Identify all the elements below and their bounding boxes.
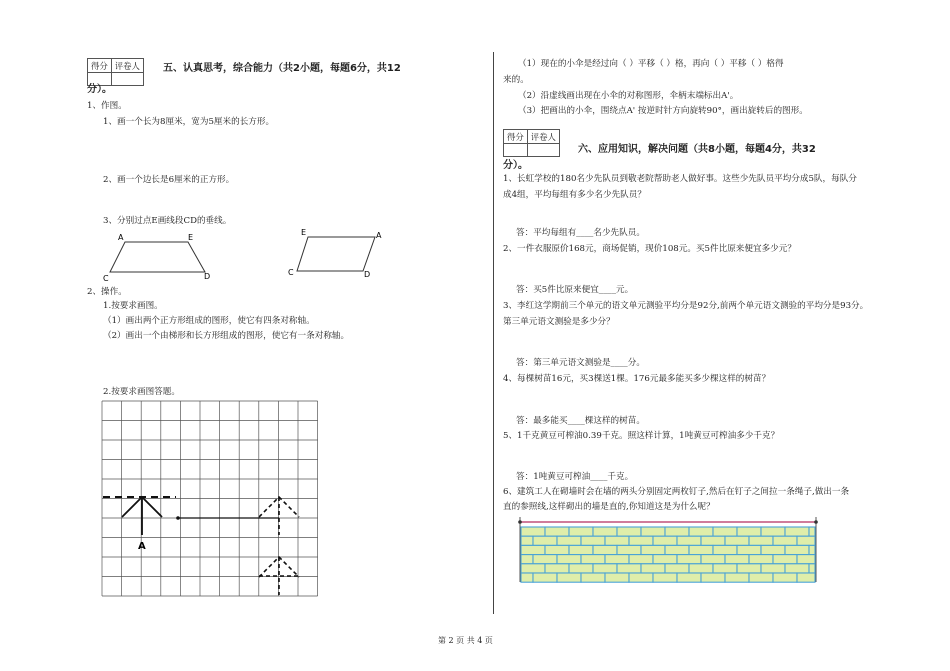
para-label-e: E xyxy=(301,228,307,237)
brick xyxy=(605,555,629,564)
parallelogram-figure xyxy=(285,225,385,280)
brick xyxy=(677,536,701,545)
brick xyxy=(713,545,737,554)
brick xyxy=(701,573,725,582)
brick-courses xyxy=(521,527,815,582)
brick xyxy=(521,573,533,582)
s6-q6-line2: 直的参照线,这样砌出的墙是直的,你知道这是为什么呢？ xyxy=(503,502,715,512)
brick xyxy=(557,555,581,564)
brick xyxy=(569,527,593,536)
brick xyxy=(545,545,569,554)
score-label: 得分 xyxy=(88,59,112,73)
s6-q1-line1: 1、长虹学校的180名少先队员到敬老院帮助老人做好事。这些少先队员平均分成5队，每队分 xyxy=(503,174,857,184)
q1-heading: 1、作图。 xyxy=(87,101,127,111)
brick xyxy=(581,536,605,545)
brick xyxy=(689,527,713,536)
section5-title-cont: 分）。 xyxy=(87,84,112,95)
brick xyxy=(725,536,749,545)
s6-a1: 答：平均每组有____名少先队员。 xyxy=(516,228,645,238)
brick xyxy=(569,564,593,573)
brick xyxy=(617,545,641,554)
para-label-a: A xyxy=(376,231,382,240)
brick xyxy=(545,564,569,573)
para-label-c: C xyxy=(288,268,294,277)
brick xyxy=(809,545,815,554)
s6-q3-line2: 第三单元语文测验是多少分？ xyxy=(503,317,615,327)
brick-wall-figure xyxy=(515,514,823,584)
trap-label-e: E xyxy=(188,233,194,242)
score-label: 得分 xyxy=(504,130,528,144)
brick xyxy=(629,555,653,564)
brick xyxy=(521,536,533,545)
para-label-d: D xyxy=(364,270,371,279)
s6-q4: 4、每棵树苗16元，买3棵送1棵。176元最多能买多少棵这样的树苗？ xyxy=(503,374,771,384)
s6-q5: 5、1千克黄豆可榨油0.39千克。照这样计算，1吨黄豆可榨油多少千克？ xyxy=(503,431,780,441)
trap-label-c: C xyxy=(103,274,109,282)
umbrella-q3: （3）把画出的小伞，围绕点A' 按逆时针方向旋转90°，画出旋转后的图形。 xyxy=(518,106,808,116)
q1-2-text: 2、画一个边长是6厘米的正方形。 xyxy=(103,175,235,185)
score-cell[interactable] xyxy=(504,144,528,157)
s6-a2: 答：买5件比原来便宜____元。 xyxy=(516,285,634,295)
q1-3-text: 3、分别过点E画线段CD的垂线。 xyxy=(103,216,232,226)
s6-q3-line1: 3、李红这学期前三个单元的语文单元测验平均分是92分,前两个单元语文测验的平均分是93分。 xyxy=(503,301,869,311)
brick xyxy=(629,573,653,582)
grader-label: 评卷人 xyxy=(527,130,559,144)
brick xyxy=(689,564,713,573)
brick xyxy=(665,527,689,536)
brick xyxy=(785,527,809,536)
brick xyxy=(533,573,557,582)
brick xyxy=(701,555,725,564)
s6-q2: 2、一件衣服原价168元，商场促销，现价108元。买5件比原来便宜多少元？ xyxy=(503,244,796,254)
brick xyxy=(809,527,815,536)
brick xyxy=(593,564,617,573)
brick xyxy=(617,564,641,573)
trapezoid-figure xyxy=(100,230,220,282)
q2-heading: 2、操作。 xyxy=(87,287,127,297)
brick xyxy=(689,545,713,554)
s6-a3: 答：第三单元语文测验是____分。 xyxy=(516,358,645,368)
brick xyxy=(773,573,797,582)
brick xyxy=(773,555,797,564)
brick xyxy=(521,564,545,573)
brick xyxy=(557,573,581,582)
brick xyxy=(677,573,701,582)
s6-q1-line2: 成4组，平均每组有多少名少先队员？ xyxy=(503,190,646,200)
trap-label-a: A xyxy=(118,233,124,242)
brick xyxy=(593,545,617,554)
section6-title: 六、应用知识，解决问题（共8小题，每题4分，共32 xyxy=(578,144,816,155)
s6-q6-line1: 6、建筑工人在砌墙时会在墙的两头分别固定两枚钉子,然后在钉子之间拉一条绳子,做出一条 xyxy=(503,487,850,497)
trap-label-d: D xyxy=(204,272,211,281)
brick xyxy=(677,555,701,564)
brick xyxy=(665,545,689,554)
brick xyxy=(749,555,773,564)
q2-1a-text: （1）画出两个正方形组成的图形，使它有四条对称轴。 xyxy=(103,316,315,326)
brick xyxy=(797,555,815,564)
grader-cell[interactable] xyxy=(111,73,143,86)
column-divider xyxy=(493,52,494,614)
brick xyxy=(785,564,809,573)
brick xyxy=(581,573,605,582)
brick xyxy=(521,545,545,554)
drawing-grid[interactable] xyxy=(101,400,320,598)
score-box-left xyxy=(87,58,144,86)
brick xyxy=(605,573,629,582)
brick xyxy=(605,536,629,545)
brick xyxy=(713,527,737,536)
brick xyxy=(653,573,677,582)
brick xyxy=(641,564,665,573)
brick xyxy=(761,527,785,536)
brick xyxy=(569,545,593,554)
page-footer: 第 2 页 共 4 页 xyxy=(438,636,493,645)
brick xyxy=(533,555,557,564)
umbrella-q1-line2: 来的。 xyxy=(503,75,529,85)
grid-lines xyxy=(102,401,318,596)
right-nail xyxy=(814,520,818,524)
brick xyxy=(713,564,737,573)
brick xyxy=(701,536,725,545)
s6-a4: 答：最多能买____棵这样的树苗。 xyxy=(516,416,645,426)
brick xyxy=(809,564,815,573)
brick xyxy=(725,555,749,564)
brick xyxy=(617,527,641,536)
brick xyxy=(665,564,689,573)
brick xyxy=(557,536,581,545)
section5-title: 五、认真思考，综合能力（共2小题，每题6分，共12 xyxy=(163,63,401,74)
brick xyxy=(641,527,665,536)
section6-title-cont: 分）。 xyxy=(503,160,528,171)
brick xyxy=(761,564,785,573)
score-box-right xyxy=(503,129,560,157)
brick xyxy=(737,545,761,554)
brick xyxy=(521,555,533,564)
left-nail xyxy=(518,520,522,524)
umbrella-q1-line1: （1）现在的小伞是经过向（ ）平移（ ）格，再向（ ）平移（ ）格得 xyxy=(518,59,784,69)
trapezoid-shape xyxy=(110,242,205,272)
parallelogram-shape xyxy=(297,237,375,271)
brick xyxy=(593,527,617,536)
brick xyxy=(761,545,785,554)
grid-label-a: A xyxy=(138,541,146,552)
s6-a5: 答：1吨黄豆可榨油____千克。 xyxy=(516,472,634,482)
brick xyxy=(533,536,557,545)
brick xyxy=(641,545,665,554)
q2-2-text: 2.按要求画图答题。 xyxy=(103,387,180,397)
grader-cell[interactable] xyxy=(527,144,559,157)
umbrella-q2: （2）沿虚线画出现在小伞的对称图形，伞柄末端标出A'。 xyxy=(518,91,739,101)
brick xyxy=(581,555,605,564)
brick xyxy=(545,527,569,536)
grader-label: 评卷人 xyxy=(111,59,143,73)
brick xyxy=(725,573,749,582)
brick xyxy=(737,527,761,536)
brick xyxy=(653,555,677,564)
brick xyxy=(749,536,773,545)
q1-1-text: 1、画一个长为8厘米，宽为5厘米的长方形。 xyxy=(103,117,275,127)
brick xyxy=(773,536,797,545)
brick xyxy=(797,573,815,582)
brick xyxy=(629,536,653,545)
brick xyxy=(785,545,809,554)
q2-1b-text: （2）画出一个由梯形和长方形组成的图形，使它有一条对称轴。 xyxy=(103,331,350,341)
brick xyxy=(653,536,677,545)
brick xyxy=(749,573,773,582)
brick xyxy=(797,536,815,545)
q2-1-text: 1.按要求画图。 xyxy=(103,301,163,311)
brick xyxy=(521,527,545,536)
brick xyxy=(737,564,761,573)
